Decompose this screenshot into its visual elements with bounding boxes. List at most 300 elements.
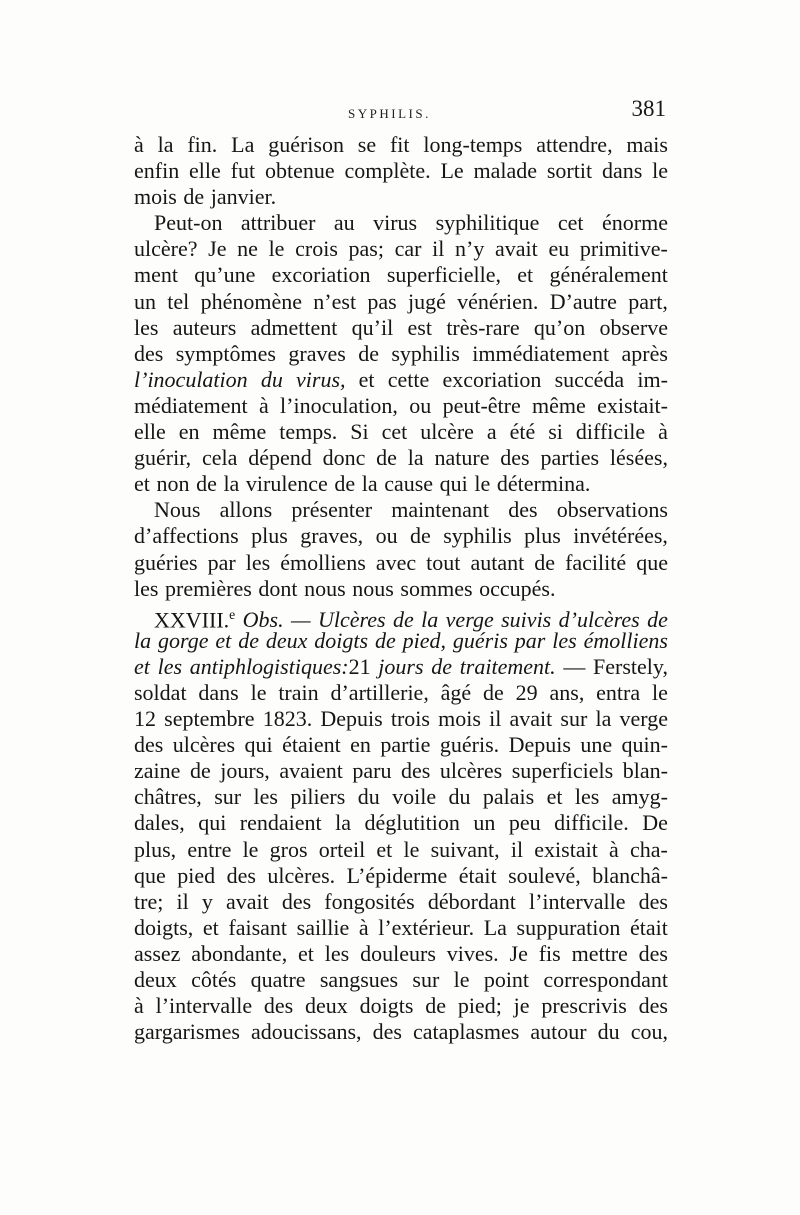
text-line — [134, 132, 668, 158]
word — [376, 837, 392, 863]
word — [534, 837, 598, 863]
word — [595, 706, 611, 732]
word-text: cet — [557, 210, 584, 236]
word — [592, 863, 668, 889]
text-line — [134, 236, 668, 262]
word-text: à — [134, 993, 144, 1019]
word — [548, 419, 563, 445]
word — [391, 341, 459, 367]
word — [610, 445, 668, 471]
word-text: était — [458, 862, 497, 888]
word — [265, 158, 335, 184]
word-text: syphilitique — [435, 210, 540, 236]
word — [447, 941, 499, 967]
text-line — [134, 837, 668, 863]
word — [231, 158, 255, 184]
word-text: temps. — [279, 419, 338, 445]
word-text: observe — [599, 314, 668, 340]
text-line — [134, 445, 668, 471]
word-text: vénérien. — [457, 288, 539, 314]
word — [539, 941, 561, 967]
word-text: graves, — [300, 523, 364, 549]
word — [547, 784, 563, 810]
word — [134, 941, 180, 967]
word-text: plus, — [134, 836, 177, 862]
word-text: voile — [392, 784, 437, 810]
word — [158, 628, 209, 654]
word — [314, 628, 368, 654]
word-text: et — [134, 471, 150, 497]
word-text: le — [403, 836, 420, 862]
text-line — [134, 654, 668, 680]
word — [623, 758, 668, 784]
word-text: train — [278, 679, 319, 705]
word — [296, 367, 346, 393]
word-text: qu’il — [351, 314, 394, 340]
word — [320, 967, 398, 993]
word — [652, 680, 668, 706]
word-text: très-rare — [446, 314, 520, 340]
word-text: à — [258, 392, 269, 418]
word-text: point — [483, 967, 530, 992]
word — [223, 471, 239, 497]
word — [373, 1019, 402, 1045]
word — [580, 236, 668, 262]
word-text: tre; — [134, 888, 164, 914]
word-text: qu’on — [533, 314, 586, 340]
word-text: attendre, — [536, 132, 613, 157]
word-text: 1823. — [262, 706, 313, 732]
word — [367, 289, 396, 315]
word-text: virulence — [245, 471, 328, 497]
word-text: n’y — [455, 236, 485, 262]
word-text: allons — [219, 497, 273, 523]
word-text: difficile — [575, 419, 646, 445]
word-text: Depuis — [320, 706, 383, 732]
word — [298, 941, 314, 967]
word-text: pied; — [457, 993, 502, 1019]
word-text: la — [421, 607, 439, 633]
word-text: détermina. — [496, 471, 591, 497]
word-text: n’est — [313, 288, 357, 314]
word-text: sangsues — [319, 967, 399, 992]
word-text: syphilis — [443, 523, 512, 549]
word-text: ans, — [549, 679, 585, 705]
word-text: a — [486, 419, 497, 445]
word — [177, 863, 215, 889]
word — [251, 523, 288, 549]
word — [631, 1019, 668, 1045]
word — [558, 210, 584, 236]
word — [241, 210, 316, 236]
word-text: d’ulcères — [558, 607, 640, 633]
word — [134, 810, 185, 836]
word — [134, 706, 156, 732]
word — [330, 680, 428, 706]
word — [509, 810, 541, 836]
word — [212, 419, 266, 445]
word-text: phénomène — [200, 288, 302, 314]
word-text: les — [324, 940, 350, 966]
word-text: cette — [387, 366, 430, 392]
word — [359, 367, 375, 393]
word-text: émolliens — [280, 549, 366, 575]
word — [536, 132, 612, 158]
word-text: malade — [473, 158, 538, 184]
word-text: piliers — [290, 784, 346, 810]
word — [134, 158, 179, 184]
word — [658, 419, 668, 445]
word-text: plus — [524, 523, 561, 549]
word — [352, 758, 391, 784]
word-text: de — [334, 471, 356, 497]
word-text: et — [202, 914, 219, 940]
word — [609, 837, 619, 863]
word-text: Ferstely, — [593, 653, 668, 679]
word — [304, 576, 346, 602]
word — [134, 915, 193, 941]
word — [438, 706, 481, 732]
word-text: Obs. — [242, 607, 284, 633]
word-text: avait — [509, 706, 553, 732]
word-text: pas; — [348, 236, 384, 262]
word — [442, 367, 541, 393]
word-text: débordant — [427, 888, 516, 914]
word-text: 12 — [134, 706, 156, 732]
word — [382, 419, 408, 445]
word-text: adoucissans, — [250, 1019, 362, 1045]
word-text: verge — [445, 607, 494, 633]
word-text: Nous — [154, 497, 201, 523]
word — [639, 941, 668, 967]
word — [470, 550, 524, 576]
word — [313, 289, 356, 315]
word — [134, 132, 144, 158]
word — [291, 497, 372, 523]
word-text: cela — [201, 445, 238, 471]
word — [183, 184, 204, 210]
word-text: des — [638, 993, 668, 1019]
word — [552, 628, 576, 654]
word-text: paru — [352, 758, 392, 784]
word — [227, 863, 256, 889]
word — [472, 341, 609, 367]
word-text: excoriation — [442, 366, 542, 392]
word-text: sommes — [400, 575, 473, 601]
word-text: suivis — [501, 607, 552, 633]
word — [440, 758, 502, 784]
word — [390, 132, 410, 158]
word — [532, 393, 586, 419]
word — [167, 289, 189, 315]
word — [388, 367, 430, 393]
word-text: nous — [352, 575, 394, 601]
word-text: eu — [548, 236, 570, 262]
text-line — [134, 863, 668, 889]
word-text: rendaient — [239, 810, 322, 836]
word-text: invétérées, — [573, 523, 668, 549]
word-text: jugé — [407, 288, 446, 314]
word-text: superficielle, — [386, 262, 502, 288]
word-text: quin- — [621, 732, 668, 758]
word — [401, 758, 430, 784]
word — [264, 993, 293, 1019]
word-text: généralement — [549, 262, 668, 288]
word — [426, 550, 460, 576]
word — [278, 680, 318, 706]
word — [376, 445, 397, 471]
word — [134, 837, 176, 863]
word-text: déglutition — [364, 810, 460, 836]
word — [387, 262, 501, 288]
word-text: Le — [440, 158, 464, 184]
word-text: il — [510, 836, 524, 862]
word — [190, 654, 371, 680]
word-text: cou, — [630, 1019, 668, 1045]
word — [295, 236, 338, 262]
word — [440, 158, 463, 184]
word — [434, 445, 489, 471]
word-text: les — [574, 784, 600, 810]
word — [211, 184, 276, 210]
word — [487, 419, 497, 445]
word — [596, 680, 640, 706]
word — [202, 445, 237, 471]
word — [251, 1019, 362, 1045]
word — [290, 784, 345, 810]
word — [258, 576, 297, 602]
word — [420, 419, 474, 445]
word-text: fongosités — [324, 888, 415, 914]
word — [165, 576, 252, 602]
word — [300, 523, 363, 549]
word-text: à — [134, 132, 144, 157]
word-text: ulcères — [172, 732, 236, 758]
word-text: des — [372, 1019, 402, 1045]
word-text: existait- — [597, 392, 668, 418]
word-text: peu — [508, 810, 541, 836]
word — [173, 315, 237, 341]
word — [156, 993, 253, 1019]
word — [497, 471, 590, 497]
word — [622, 341, 668, 367]
word — [134, 393, 248, 419]
word — [391, 706, 430, 732]
word-text: complète. — [344, 158, 431, 184]
word-text: blan- — [622, 758, 668, 784]
word — [154, 497, 200, 523]
word-text: mois — [134, 184, 177, 210]
word-text: sur — [560, 706, 588, 732]
word — [612, 784, 668, 810]
word — [272, 262, 371, 288]
word — [334, 471, 355, 497]
word — [413, 1019, 519, 1045]
word — [457, 289, 538, 315]
word-text: à — [658, 419, 668, 445]
word — [288, 341, 345, 367]
word — [134, 289, 156, 315]
word-text: été — [509, 419, 536, 445]
page-number: 381 — [631, 96, 666, 121]
text-line — [134, 706, 668, 732]
word-text: qu’une — [194, 262, 256, 288]
word — [134, 628, 151, 654]
word-text: la — [335, 810, 352, 836]
word-text: en — [178, 419, 200, 445]
word — [560, 706, 587, 732]
word-text: les — [134, 314, 159, 340]
word-text: jours, — [220, 758, 270, 784]
word-text: de — [376, 445, 397, 471]
word-text: La — [231, 132, 255, 157]
word-text: difficile. — [554, 810, 629, 836]
word — [349, 236, 384, 262]
word — [453, 628, 508, 654]
word — [395, 236, 422, 262]
word — [251, 967, 306, 993]
text-line — [134, 941, 668, 967]
word — [423, 132, 522, 158]
word-text: Si — [350, 419, 369, 445]
word-text: elle — [134, 419, 166, 445]
word-text: non — [156, 471, 190, 497]
text-line — [134, 289, 668, 315]
word-text: premières — [165, 575, 252, 601]
word — [550, 289, 617, 315]
word — [600, 315, 668, 341]
word — [134, 523, 239, 549]
word — [484, 915, 507, 941]
word — [555, 367, 625, 393]
word-text: superficiels — [511, 758, 614, 784]
word-text: et — [376, 836, 393, 862]
word-text: syphilis — [391, 340, 460, 366]
word — [515, 628, 546, 654]
word-text: La — [483, 914, 507, 940]
word-text: dépend — [248, 445, 312, 471]
page-text — [134, 96, 668, 1045]
word — [620, 706, 668, 732]
text-line — [134, 576, 668, 602]
word-text: des — [263, 993, 294, 1019]
word — [198, 680, 238, 706]
word — [530, 1019, 586, 1045]
word-text: des — [226, 862, 256, 888]
word — [214, 784, 241, 810]
word-text: vives. — [446, 940, 499, 966]
word — [134, 967, 177, 993]
word-text: amyg- — [611, 784, 668, 810]
word-text: par — [207, 549, 236, 575]
text-line — [134, 158, 668, 184]
word — [403, 628, 446, 654]
word — [428, 889, 516, 915]
word — [208, 550, 236, 576]
word-text: d’artillerie, — [330, 679, 429, 705]
word — [446, 315, 519, 341]
text-line — [134, 810, 668, 836]
word — [524, 523, 561, 549]
word-text: à — [358, 914, 369, 940]
word — [279, 419, 337, 445]
word — [483, 680, 504, 706]
text-line — [134, 889, 668, 915]
word-text: mettre — [571, 940, 628, 966]
word-text: l’inoculation — [134, 366, 248, 392]
word — [240, 810, 322, 836]
word-text: primitive- — [579, 236, 668, 262]
text-line — [134, 758, 668, 784]
word — [268, 132, 344, 158]
word-text: prescrivis — [541, 993, 627, 1019]
word-text: jours — [378, 653, 424, 679]
word — [134, 889, 163, 915]
word — [403, 837, 419, 863]
word-text: du — [357, 784, 380, 810]
word-text: symptômes — [175, 340, 276, 366]
word-text: peut-être — [442, 392, 521, 418]
word-text: même — [532, 392, 586, 418]
word-text: sur — [412, 967, 440, 992]
word — [408, 445, 424, 471]
word-text: âgé — [440, 679, 472, 705]
word — [335, 810, 351, 836]
word — [358, 341, 379, 367]
word — [280, 393, 398, 419]
word — [282, 889, 311, 915]
word-text: le — [268, 236, 285, 262]
word-text: 21 — [348, 653, 371, 679]
word — [220, 758, 270, 784]
word-text: janvier. — [210, 184, 277, 210]
word-text: assez — [134, 940, 181, 966]
word — [517, 262, 533, 288]
word — [549, 262, 668, 288]
word-text: entra — [596, 679, 641, 705]
word-text: côtés — [191, 967, 237, 992]
word — [134, 445, 191, 471]
word-text: ulcères. — [267, 862, 336, 888]
word-text: le — [474, 471, 491, 497]
word — [134, 654, 150, 680]
text-line — [134, 262, 668, 288]
word — [636, 550, 668, 576]
word — [408, 289, 446, 315]
word-text: De — [642, 810, 668, 836]
word — [134, 758, 180, 784]
word — [269, 236, 285, 262]
word — [541, 993, 627, 1019]
word-text: obtenue — [264, 158, 335, 184]
word — [484, 967, 529, 993]
word-text: dales, — [134, 810, 185, 836]
word — [231, 132, 254, 158]
word — [350, 732, 371, 758]
word — [134, 471, 150, 497]
word-text: des — [134, 732, 164, 758]
word-text: fit — [389, 132, 410, 157]
word-text: orteil — [318, 836, 366, 862]
text-line — [134, 784, 668, 810]
word-text: et — [358, 366, 375, 392]
word-text: immédiatement — [472, 340, 610, 366]
word — [510, 419, 536, 445]
word — [628, 289, 668, 315]
word — [572, 941, 628, 967]
word-text: suppuration — [516, 914, 621, 940]
word — [557, 497, 668, 523]
